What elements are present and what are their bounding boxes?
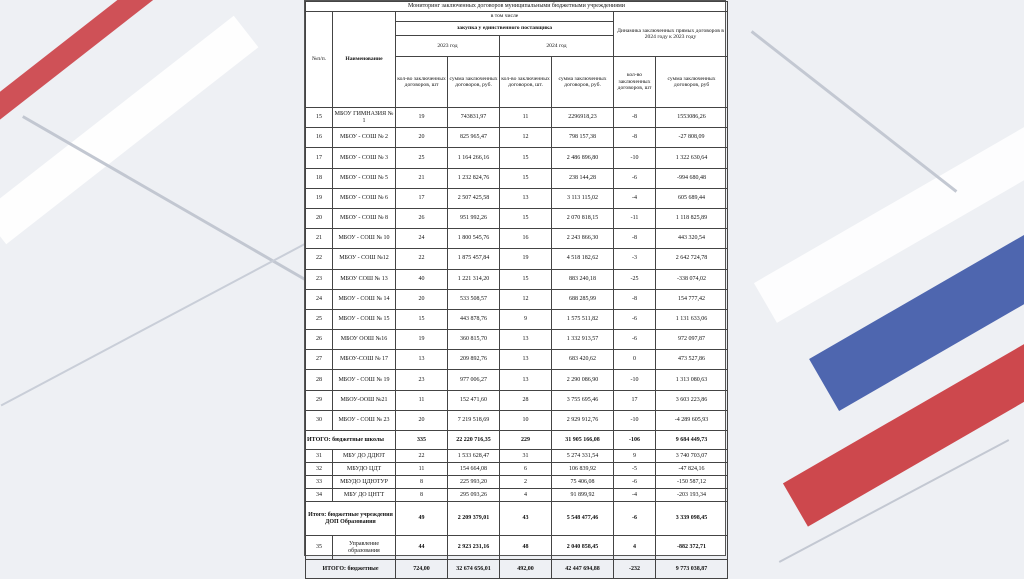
cell-num: 32 [306,463,333,476]
header-num: №п/п. [306,12,333,108]
header-count-2023: кол-во заключенных договоров, шт [396,57,448,108]
total-cell: 5 548 477,46 [552,502,614,536]
cell-value: 360 815,70 [448,330,500,350]
cell-value: 24 [396,229,448,249]
cell-value: 13 [500,188,552,208]
table-row [306,476,728,489]
cell-value: 13 [500,330,552,350]
cell-num: 19 [306,188,333,208]
table-row [306,229,728,249]
cell-num: 22 [306,249,333,269]
decor-stripe [1,236,320,407]
cell-value: -994 680,48 [656,168,728,188]
cell-value: -8 [614,128,656,148]
cell-value: -150 587,12 [656,476,728,489]
table-row [306,269,728,289]
cell-value: 2296918,23 [552,108,614,128]
table-row [306,330,728,350]
cell-name: МБОУ - СОШ № 19 [333,370,396,390]
decor-stripe [22,115,318,288]
table-row [306,289,728,309]
cell-name: МБОУ ГИМНАЗИЯ № 1 [333,108,396,128]
cell-num: 23 [306,269,333,289]
total-cell: 335 [396,431,448,450]
cell-value: 1 118 825,89 [656,208,728,228]
total-cell: 32 674 656,01 [448,560,500,579]
cell-value: 1 131 633,06 [656,309,728,329]
cell-value: 1 232 824,76 [448,168,500,188]
cell-value: 238 144,28 [552,168,614,188]
cell-name: МБУ ДО ЦНТТ [333,489,396,502]
cell-value: 2 070 818,15 [552,208,614,228]
cell-name: МБУДО ЦДЮТУР [333,476,396,489]
cell-value: 443 878,76 [448,309,500,329]
cell-num: 21 [306,229,333,249]
total-dop-label: Итого: бюджетные учреждения ДОП Образования [306,502,396,536]
cell-value: 2 507 425,58 [448,188,500,208]
cell-value: 91 899,92 [552,489,614,502]
total-cell: 229 [500,431,552,450]
cell-value: 152 471,60 [448,390,500,410]
cell-value: 15 [500,148,552,168]
total-cell: 9 684 449,73 [656,431,728,450]
cell-num: 15 [306,108,333,128]
cell-value: 21 [396,168,448,188]
cell-value: 20 [396,289,448,309]
table-row [306,350,728,370]
cell-value: 972 097,87 [656,330,728,350]
cell-value: 17 [396,188,448,208]
cell-value: 11 [500,108,552,128]
cell-value: 11 [396,463,448,476]
cell-value: 1 800 545,76 [448,229,500,249]
cell-value: -8 [614,229,656,249]
table-row [306,148,728,168]
cell-value: -882 372,71 [656,536,728,560]
table-row [306,188,728,208]
cell-value: 8 [396,476,448,489]
cell-name: МБОУ - СОШ № 5 [333,168,396,188]
document-sheet [304,0,726,572]
total-schools-label: ИТОГО: бюджетные школы [306,431,396,450]
cell-name: МБОУ-СОШ № 17 [333,350,396,370]
cell-value: 798 157,38 [552,128,614,148]
cell-name: МБОУ - СОШ № 14 [333,289,396,309]
cell-value: -11 [614,208,656,228]
cell-value: 473 527,86 [656,350,728,370]
total-cell: 49 [396,502,448,536]
cell-value: -338 074,02 [656,269,728,289]
cell-value: -27 808,09 [656,128,728,148]
cell-value: 1 221 314,20 [448,269,500,289]
cell-value: 2 [500,476,552,489]
cell-value: 3 603 223,86 [656,390,728,410]
cell-name: МБУДО ЦДТ [333,463,396,476]
cell-value: 683 420,62 [552,350,614,370]
total-cell: -232 [614,560,656,579]
total-cell: 724,00 [396,560,448,579]
cell-value: -6 [614,168,656,188]
header-sum-2024: сумма заключенных договоров, руб. [552,57,614,108]
cell-value: -4 [614,188,656,208]
cell-value: 2 040 858,45 [552,536,614,560]
cell-value: 533 508,57 [448,289,500,309]
cell-num: 30 [306,410,333,430]
cell-value: 44 [396,536,448,560]
cell-name: МБОУ - СОШ № 23 [333,410,396,430]
total-all-label: ИТОГО: бюджетные [306,560,396,579]
cell-value: 17 [614,390,656,410]
cell-value: -10 [614,148,656,168]
total-cell: 9 773 038,87 [656,560,728,579]
total-cell: 22 220 716,35 [448,431,500,450]
cell-value: -8 [614,108,656,128]
decor-stripe [751,30,958,192]
cell-value: 15 [396,309,448,329]
cell-value: 6 [500,463,552,476]
cell-value: 688 285,99 [552,289,614,309]
contracts-table [305,1,728,579]
header-count-2024: кол-во заключенных договоров, шт. [500,57,552,108]
cell-num: 18 [306,168,333,188]
cell-num: 34 [306,489,333,502]
table-row [306,108,728,128]
total-cell: -106 [614,431,656,450]
cell-value: 106 839,92 [552,463,614,476]
cell-value: 443 320,54 [656,229,728,249]
total-cell: 3 339 098,45 [656,502,728,536]
table-row [306,390,728,410]
cell-value: 12 [500,128,552,148]
table-row [306,128,728,148]
total-cell: 492,00 [500,560,552,579]
cell-value: 1 164 266,16 [448,148,500,168]
cell-num: 35 [306,536,333,560]
table-title: Мониторинг заключенных договоров муниципальными бюджетными учреждениями [306,2,728,12]
header-name: Наименование [333,12,396,108]
table-row [306,208,728,228]
cell-value: 9 [614,450,656,463]
table-row [306,410,728,430]
cell-value: 977 006,27 [448,370,500,390]
cell-value: 4 518 182,62 [552,249,614,269]
cell-name: МБУ ДО ДДЮТ [333,450,396,463]
cell-value: 48 [500,536,552,560]
cell-value: 12 [500,289,552,309]
cell-value: -10 [614,410,656,430]
cell-value: -47 824,16 [656,463,728,476]
table-row [306,450,728,463]
cell-value: 19 [396,330,448,350]
cell-value: -6 [614,330,656,350]
cell-value: 25 [396,148,448,168]
cell-num: 16 [306,128,333,148]
cell-value: 1 322 630,64 [656,148,728,168]
cell-value: 15 [500,168,552,188]
table-row [306,249,728,269]
header-dynamics: Динамика заключенных прямых договоров в 2024 году к 2023 году [614,12,728,57]
cell-name: МБОУ - СОШ № 8 [333,208,396,228]
cell-value: 2 243 866,30 [552,229,614,249]
cell-value: 154 664,08 [448,463,500,476]
cell-value: 295 093,26 [448,489,500,502]
cell-value: 7 219 518,69 [448,410,500,430]
cell-value: -5 [614,463,656,476]
total-cell: 42 447 694,88 [552,560,614,579]
cell-value: 209 892,76 [448,350,500,370]
total-cell: 43 [500,502,552,536]
cell-value: -3 [614,249,656,269]
cell-num: 20 [306,208,333,228]
cell-value: 13 [500,370,552,390]
cell-value: 15 [500,208,552,228]
table-row [306,168,728,188]
cell-value: 19 [396,108,448,128]
cell-value: 605 689,44 [656,188,728,208]
cell-num: 28 [306,370,333,390]
cell-num: 29 [306,390,333,410]
cell-value: 3 113 115,02 [552,188,614,208]
cell-value: 9 [500,309,552,329]
cell-name: МБОУ - СОШ № 2 [333,128,396,148]
cell-num: 24 [306,289,333,309]
cell-value: 1 313 080,63 [656,370,728,390]
cell-value: 4 [614,536,656,560]
cell-value: 11 [396,390,448,410]
cell-value: 31 [500,450,552,463]
cell-value: 10 [500,410,552,430]
table-row [306,370,728,390]
table-row [306,463,728,476]
cell-value: 2 923 231,16 [448,536,500,560]
cell-value: 16 [500,229,552,249]
table-row [306,309,728,329]
cell-value: -203 193,34 [656,489,728,502]
cell-num: 27 [306,350,333,370]
cell-value: 3 740 703,07 [656,450,728,463]
cell-num: 31 [306,450,333,463]
cell-name: МБОУ СОШ № 13 [333,269,396,289]
cell-value: 825 965,47 [448,128,500,148]
cell-value: -8 [614,289,656,309]
cell-name: Управление образования [333,536,396,560]
table-row [306,489,728,502]
cell-value: 13 [500,350,552,370]
decor-stripe [0,16,258,245]
cell-value: -4 289 605,93 [656,410,728,430]
cell-value: 1553086,26 [656,108,728,128]
cell-value: 20 [396,128,448,148]
cell-value: -6 [614,476,656,489]
cell-value: 75 406,08 [552,476,614,489]
cell-value: 13 [396,350,448,370]
cell-value: 2 929 912,76 [552,410,614,430]
cell-value: 4 [500,489,552,502]
cell-value: 1 533 628,47 [448,450,500,463]
total-cell: -6 [614,502,656,536]
cell-value: 19 [500,249,552,269]
cell-value: -25 [614,269,656,289]
total-cell: 31 905 166,08 [552,431,614,450]
cell-value: 0 [614,350,656,370]
header-dyn-count: кол-во заключенных договоров, шт [614,57,656,108]
cell-value: 2 642 724,78 [656,249,728,269]
header-dyn-sum: сумма заключенных договоров, руб [656,57,728,108]
cell-name: МБОУ - СОШ № 3 [333,148,396,168]
cell-name: МБОУ - СОШ № 15 [333,309,396,329]
cell-value: 883 240,18 [552,269,614,289]
cell-num: 17 [306,148,333,168]
cell-value: 3 755 695,46 [552,390,614,410]
cell-value: 2 290 086,90 [552,370,614,390]
cell-value: 28 [500,390,552,410]
cell-value: 225 993,20 [448,476,500,489]
cell-value: 15 [500,269,552,289]
cell-value: 40 [396,269,448,289]
cell-value: 22 [396,450,448,463]
total-cell: 2 209 379,01 [448,502,500,536]
header-2024: 2024 год [500,36,614,57]
cell-value: -4 [614,489,656,502]
cell-value: 1 575 511,82 [552,309,614,329]
cell-name: МБОУ - СОШ № 10 [333,229,396,249]
cell-value: 2 486 896,80 [552,148,614,168]
cell-value: 26 [396,208,448,228]
cell-value: 951 992,26 [448,208,500,228]
cell-value: 743831,97 [448,108,500,128]
cell-value: 8 [396,489,448,502]
cell-num: 26 [306,330,333,350]
header-2023: 2023 год [396,36,500,57]
header-incl: в том числе [396,12,614,22]
cell-num: 33 [306,476,333,489]
cell-name: МБОУ-ООШ №21 [333,390,396,410]
cell-value: 1 332 913,57 [552,330,614,350]
cell-value: 5 274 331,54 [552,450,614,463]
cell-value: -6 [614,309,656,329]
cell-name: МБОУ - СОШ № 6 [333,188,396,208]
cell-value: 20 [396,410,448,430]
header-single-supplier: закупка у единственного поставщика [396,22,614,36]
cell-value: 154 777,42 [656,289,728,309]
cell-value: 23 [396,370,448,390]
cell-name: МБОУ - СОШ №12 [333,249,396,269]
header-sum-2023: сумма заключенных договоров, руб. [448,57,500,108]
cell-num: 25 [306,309,333,329]
cell-value: 22 [396,249,448,269]
cell-value: 1 875 457,84 [448,249,500,269]
cell-value: -10 [614,370,656,390]
cell-name: МБОУ ООШ №16 [333,330,396,350]
